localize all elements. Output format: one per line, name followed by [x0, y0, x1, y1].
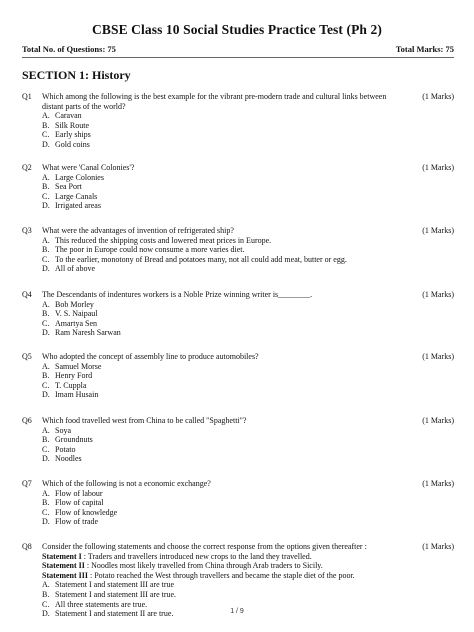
option-d	[42, 264, 392, 274]
option-b	[42, 435, 392, 445]
statement-3	[42, 571, 454, 581]
question-number: Q2	[22, 163, 32, 172]
option-b	[42, 245, 392, 255]
question-1	[22, 92, 454, 150]
question-text: Which food travelled west from China to be called "Spaghetti"?	[42, 416, 247, 425]
option-text: Statement I and statement III are true.	[55, 589, 177, 599]
option-text: V. S. Naipaul	[55, 309, 98, 319]
option-label: B.	[42, 309, 50, 319]
statement-label: Statement I	[42, 551, 82, 561]
option-a	[42, 489, 392, 499]
option-text: The poor in Europe could now consume a more varies diet.	[55, 245, 245, 255]
question-marks: (1 Marks)	[422, 416, 454, 425]
option-d	[42, 328, 392, 338]
option-label: D.	[42, 454, 50, 464]
option-text: Bob Morley	[55, 299, 94, 309]
option-text: All of above	[55, 264, 95, 274]
question-text: Consider the following statements and choose the correct response from the options given thereafter :	[42, 542, 367, 551]
option-label: B.	[42, 371, 50, 381]
statement-text: : Traders and travellers introduced new crops to the land they travelled.	[83, 551, 312, 561]
option-b	[42, 498, 392, 508]
statement-1	[42, 552, 454, 562]
question-text: What were 'Canal Colonies'?	[42, 163, 135, 172]
option-label: B.	[42, 182, 50, 192]
question-7	[22, 479, 454, 527]
option-text: Amartya Sen	[55, 318, 97, 328]
option-a	[42, 300, 392, 310]
statement-label: Statement III	[42, 570, 88, 580]
option-text: Noodles	[55, 454, 82, 464]
option-text: Large Colonies	[55, 172, 104, 182]
option-text: Soya	[55, 425, 71, 435]
option-text: All three statements are true.	[55, 599, 148, 609]
question-number: Q7	[22, 479, 32, 488]
option-label: D.	[42, 609, 50, 619]
option-d	[42, 517, 392, 527]
option-text: Potato	[55, 444, 76, 454]
option-a	[42, 580, 454, 590]
question-text: What were the advantages of invention of refrigerated ship?	[42, 226, 234, 235]
option-a	[42, 362, 392, 372]
option-b	[42, 371, 392, 381]
option-d	[42, 454, 392, 464]
option-label: D.	[42, 328, 50, 338]
option-label: C.	[42, 318, 50, 328]
question-marks: (1 Marks)	[422, 542, 454, 551]
question-number: Q1	[22, 92, 32, 101]
option-b	[42, 121, 392, 131]
option-text: Flow of trade	[55, 517, 99, 527]
total-marks: Total Marks: 75	[395, 44, 454, 54]
question-marks: (1 Marks)	[422, 226, 454, 235]
option-text: Ram Naresh Sarwan	[55, 328, 121, 338]
option-text: Silk Route	[55, 120, 90, 130]
option-text: Large Canals	[55, 191, 98, 201]
option-label: B.	[42, 245, 50, 255]
option-text: Henry Ford	[55, 371, 93, 381]
option-c	[42, 508, 392, 518]
question-number: Q3	[22, 226, 32, 235]
option-text: Imam Husain	[55, 390, 99, 400]
option-text: Gold coins	[55, 139, 90, 149]
option-label: B.	[42, 498, 50, 508]
option-text: Flow of labour	[55, 488, 103, 498]
option-label: B.	[42, 120, 50, 130]
option-label: C.	[42, 254, 50, 264]
option-text: Flow of knowledge	[55, 507, 118, 517]
option-label: A.	[42, 172, 50, 182]
option-label: A.	[42, 361, 50, 371]
question-number: Q5	[22, 352, 32, 361]
option-a	[42, 426, 392, 436]
question-marks: (1 Marks)	[422, 92, 454, 101]
option-a	[42, 111, 392, 121]
option-c	[42, 192, 392, 202]
question-marks: (1 Marks)	[422, 163, 454, 172]
question-marks: (1 Marks)	[422, 290, 454, 299]
option-label: C.	[42, 599, 50, 609]
statement-text: : Noodles most likely travelled from China through Arab traders to Sicily.	[86, 561, 323, 571]
option-text: Statement I and statement II are true.	[55, 609, 174, 619]
option-c	[42, 319, 392, 329]
option-label: C.	[42, 507, 50, 517]
option-c	[42, 381, 392, 391]
header-divider	[22, 57, 454, 58]
option-b	[42, 590, 454, 600]
question-number: Q8	[22, 542, 32, 551]
option-label: A.	[42, 488, 50, 498]
option-text: This reduced the shipping costs and lowered meat prices in Europe.	[55, 235, 272, 245]
question-4	[22, 290, 454, 338]
option-label: A.	[42, 425, 50, 435]
page-number: 1 / 9	[230, 608, 244, 615]
option-label: C.	[42, 380, 50, 390]
option-label: D.	[42, 517, 50, 527]
option-text: T. Cuppla	[55, 380, 87, 390]
option-text: Flow of capital	[55, 498, 104, 508]
section-title: SECTION 1: History	[22, 68, 131, 82]
question-5	[22, 352, 454, 400]
option-d	[42, 140, 392, 150]
option-c	[42, 255, 392, 265]
option-c	[42, 445, 392, 455]
question-text: The Descendants of indentures workers is a Noble Prize winning writer is________.	[42, 290, 313, 299]
option-text: Early ships	[55, 130, 91, 140]
option-d	[42, 201, 392, 211]
total-questions: Total No. of Questions: 75	[22, 44, 116, 54]
option-label: A.	[42, 580, 50, 590]
option-c	[42, 130, 392, 140]
option-label: D.	[42, 139, 50, 149]
option-label: A.	[42, 235, 50, 245]
question-number: Q4	[22, 290, 32, 299]
option-a	[42, 236, 392, 246]
question-text: Who adopted the concept of assembly line to produce automobiles?	[42, 352, 259, 361]
statement-text: : Potato reached the West through travellers and became the staple diet of the poor.	[90, 570, 355, 580]
option-a	[42, 173, 392, 183]
option-label: B.	[42, 435, 50, 445]
question-6	[22, 416, 454, 464]
option-label: A.	[42, 299, 50, 309]
option-text: Sea Port	[55, 182, 82, 192]
option-text: Samuel Morse	[55, 361, 102, 371]
option-text: Irrigated areas	[55, 201, 101, 211]
option-d	[42, 390, 392, 400]
option-label: C.	[42, 191, 50, 201]
option-label: D.	[42, 264, 50, 274]
question-3	[22, 226, 454, 274]
question-text: Which of the following is not a economic exchange?	[42, 479, 211, 488]
option-b	[42, 309, 392, 319]
option-text: Caravan	[55, 111, 82, 121]
option-label: D.	[42, 390, 50, 400]
option-text: To the earlier, monotony of Bread and potatoes many, not all could add meat, butter or egg.	[55, 254, 347, 264]
question-2	[22, 163, 454, 211]
statement-label: Statement II	[42, 561, 85, 571]
option-label: C.	[42, 130, 50, 140]
statement-2	[42, 561, 454, 571]
question-marks: (1 Marks)	[422, 479, 454, 488]
option-label: A.	[42, 111, 50, 121]
option-b	[42, 182, 392, 192]
question-marks: (1 Marks)	[422, 352, 454, 361]
question-number: Q6	[22, 416, 32, 425]
option-text: Statement I and statement III are true	[55, 580, 175, 590]
option-label: D.	[42, 201, 50, 211]
page-title: CBSE Class 10 Social Studies Practice Test (Ph 2)	[92, 22, 382, 37]
option-label: C.	[42, 444, 50, 454]
option-text: Groundnuts	[55, 435, 93, 445]
option-label: B.	[42, 589, 50, 599]
question-text: Which among the following is the best example for the vibrant pre-modern trade and cultural links between distant parts of the world?	[42, 92, 387, 111]
